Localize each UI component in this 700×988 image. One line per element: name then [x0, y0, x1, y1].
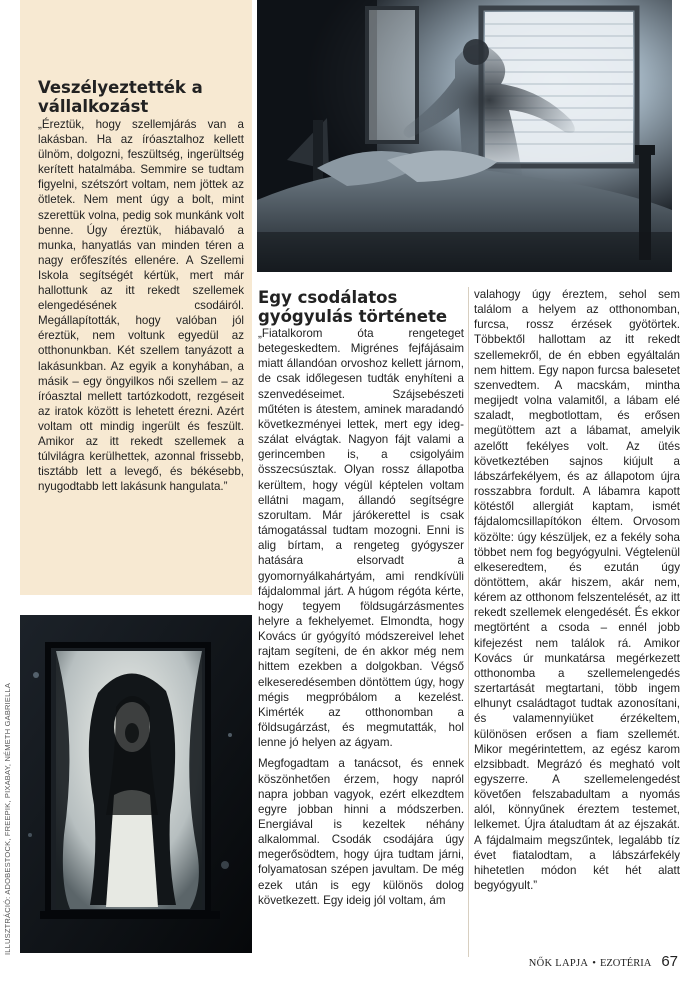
page-footer: [529, 953, 678, 970]
column-divider: [468, 287, 469, 957]
bedroom-ghost-illustration: [257, 0, 672, 272]
footer-separator: •: [592, 958, 596, 969]
bedroom-ghost-photo: [257, 0, 672, 272]
magazine-name: NŐK LAPJA: [528, 958, 589, 969]
illustration-credit: ILLUSZTRÁCIÓ: ADOBESTOCK, FREEPIK, PIXABAY, NÉMETH GABRIELLA: [3, 682, 12, 955]
page-number: 67: [661, 953, 678, 970]
window-woman-illustration: [20, 615, 252, 953]
article-paragraph: Megfogadtam a tanácsot, és ennek köszönhetően érzem, hogy napról napra jobban vagyok, ezért elkezdtem egyre jobban hinni a módszerben. Energiával is kezeltek néhány alkalommal. Csodák csodájára úgy megerősödtem, hogy újra tudtam járni, folyamatosan szépen javultam. De még ezek után is egy különös dolog következett. Egy ideig jól voltam, ám: [258, 757, 464, 907]
sidebar-title: Veszélyeztették a vállalkozást: [38, 78, 203, 116]
article-column-1: [258, 326, 464, 908]
article-column-2: [474, 287, 680, 893]
article-paragraph: „Fiatalkorom óta rengeteget betegeskedtem. Migrénes fejfájásaim miatt állandóan orvoshoz kellett járnom, de csak időlegesen tudták enyhíteni a szenvedéseimet. Szájsebészeti műtéten is átestem, aminek maradandó következményei lettek, mert egy idegszálat elvágtak. Nagyon fájt valami a gerincemben is, a csigolyáim összecsúsztak. Olyan rossz állapotba kerültem, hogy végül képtelen voltam ellátni magam, állandó segítségre szorultam. Már járókerettel is csak támogatással tudtam mozogni. Enni is alig bírtam, a rengeteg gyógyszer hatására elsorvadt a gyomornyálkahártyám, ami rendkívüli fájdalommal járt. A húgom régóta kérte, hogy tegyem földsugárzásmentes helyre a fekhelyemet. Elmondta, hogy Kovács úr gyógyító módszereivel lehet rajtam segíteni, de én akkor még nem hittem ezekben a dolgokban. Végső elkeseredésemben döntöttem úgy, hogy mégis megpróbálom a kezelést. Kimérték az otthonomban a földsugárzást, és megmutatták, hol lenne jó helyen az ágyam.: [258, 327, 464, 750]
article-title: Egy csodálatos gyógyulás története: [258, 288, 448, 326]
sidebar-text: „Éreztük, hogy szellemjárás van a lakásban. Ha az íróasztalhoz kellett ülnöm, dolgozni, feszültség, ingerültség kerített hatalmába. Semmire se tudtam figyelni, szétszórt voltam, nem jöttek az ötletek. Nem ment úgy a bolt, mint szerettük volna, pedig sok munkánk volt benne. Úgy éreztük, hiábavaló a munka, hanyatlás van minden téren a nagy erőfeszítés ellenére. A Szellemi Iskola segítségét kértük, mert már hallottunk az itt rekedt szellemek elengedésének csodáiról. Megállapították, hogy valóban jól éreztük, nem voltunk egyedül az otthonunkban. Két szellem tanyázott a lakásunkban. Az egyik a konyhában, a másik – egy öngyilkos női szellem – az íróasztal mellett tartózkodott, rezgéseit az iratok között is lehetett érezni. Azért voltam ott mindig ingerült és feszült. Amikor az itt rekedt szellemek a túlvilágra kerülhettek, azonnal frissebb, tisztább lett a levegő, és békésebb, nyugodtabb lett lakásunk hangulata.”: [38, 118, 244, 494]
section-name: EZOTÉRIA: [599, 958, 652, 969]
window-woman-photo: [20, 615, 252, 953]
article-paragraph: valahogy úgy éreztem, sehol sem találom a helyem az otthonomban, furcsa, rossz érzések gyötörtek. Többektől hallottam az itt rekedt szellemekről, de én ebben egyáltalán nem hittem. Egy napon furcsa balesetet szenvedtem. A macskám, mintha megijedt volna valamitől, a lábam elé szaladt, megbotlottam, és erősen megütöttem azt a lábamat, amelyik azelőtt fekélyes volt. Az ütés következtében sajnos kiújult a lábszárfekélyem, és az állapotom újra rosszabbra fordult. A lábamra kapott kötéstől allergiát kaptam, ismét fájdalomcsillapítókon éltem. Orvosom közölte: úgy készüljek, ez a fekély soha többet nem fog begyógyulni. Végtelenül elkeseredtem, és ezután úgy döntöttem, akár hiszem, akár nem, kérem az otthonom felszentelését, az itt rekedt szellemek elengedését. És ekkor megtörtént a csoda – ennél jobb kifejezést nem találok rá. Amikor Kovács úr munkatársa megérkezett otthonomba a szellemelengedés szertartását megtartani, több ingem elhunyt családtagot tudtak azonosítani, és valamennyiüket érzékeltem, különösen erősen a fiam szellemét. Mikor megérintettem, az egész karom elzsibbadt. Megrázó és megható volt egyszerre. A szellemelengedést követően felszabadultam a nyomás alól, könnyűnek éreztem testemet, lelkemet. Újra átaludtam át az éjszakát. A fájdalmaim megszűntek, legalább tíz évet fiatalodtam, a lábszárfekély hihetetlen módon két hét alatt begyógyult.”: [474, 288, 680, 893]
